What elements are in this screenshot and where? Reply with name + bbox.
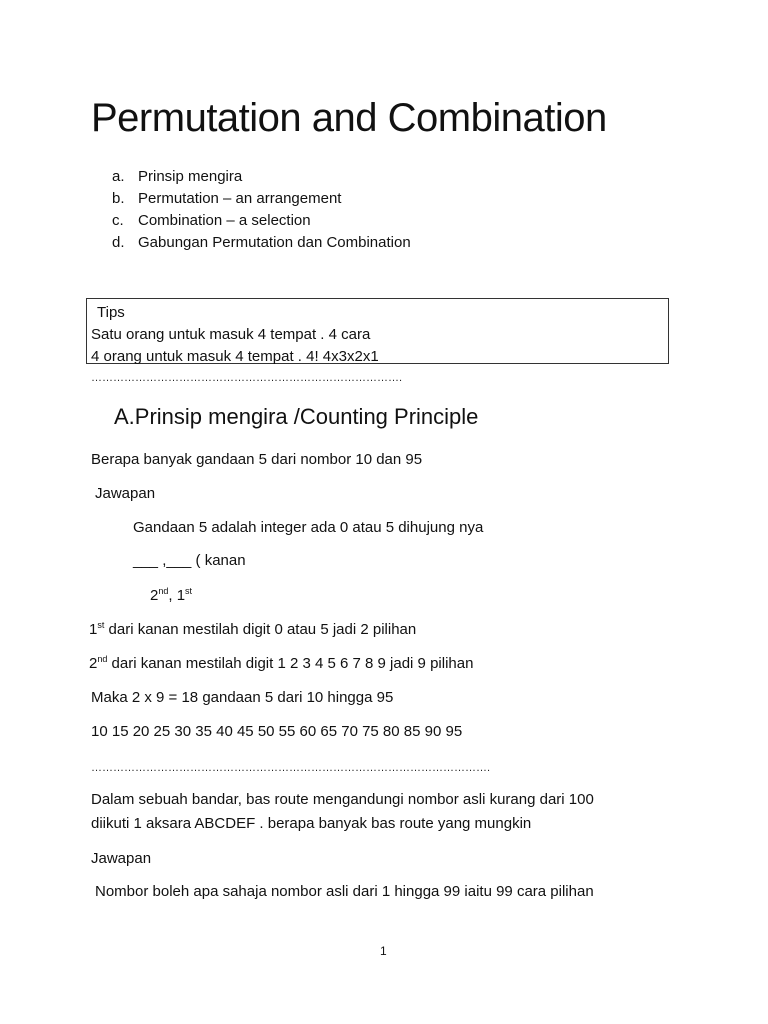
explanation-line: 1st dari kanan mestilah digit 0 atau 5 jadi 2 pilihan bbox=[89, 620, 417, 638]
tips-line: 4 orang untuk masuk 4 tempat . 4! 4x3x2x1 bbox=[91, 348, 379, 365]
page-number: 1 bbox=[380, 944, 387, 958]
list-item bbox=[112, 210, 411, 232]
list-marker: d. bbox=[112, 234, 125, 251]
section-heading: A.Prinsip mengira /Counting Principle bbox=[114, 404, 479, 429]
list-marker: b. bbox=[112, 190, 125, 207]
list-item bbox=[112, 188, 411, 210]
topic-list bbox=[112, 166, 411, 254]
explanation-line: 2nd dari kanan mestilah digit 1 2 3 4 5 6 7 8 9 jadi 9 pilihan bbox=[89, 654, 474, 672]
list-marker: c. bbox=[112, 212, 124, 229]
list-item bbox=[112, 166, 411, 188]
answer-label: Jawapan bbox=[95, 485, 156, 502]
list-text: Gabungan Permutation dan Combination bbox=[138, 234, 411, 251]
list-text: Prinsip mengira bbox=[138, 168, 243, 185]
list-text: Permutation – an arrangement bbox=[138, 190, 342, 207]
list-item bbox=[112, 232, 411, 254]
tips-line: Satu orang untuk masuk 4 tempat . 4 cara bbox=[91, 326, 371, 343]
sequence-line: 10 15 20 25 30 35 40 45 50 55 60 65 70 75 80 85 90 95 bbox=[91, 723, 463, 740]
tips-heading: Tips bbox=[97, 304, 125, 321]
question-text: Dalam sebuah bandar, bas route mengandungi nombor asli kurang dari 100 bbox=[91, 791, 594, 808]
tips-box bbox=[86, 298, 669, 364]
answer-label: Jawapan bbox=[91, 850, 152, 867]
question-text: diikuti 1 aksara ABCDEF . berapa banyak bas route yang mungkin bbox=[91, 815, 532, 832]
dotted-separator: ………………………………………………………………………………………………. bbox=[91, 762, 491, 774]
page-title: Permutation and Combination bbox=[91, 96, 607, 140]
dotted-separator: …………………………………………………………………………. bbox=[91, 372, 403, 384]
question-text: Berapa banyak gandaan 5 dari nombor 10 dan 95 bbox=[91, 451, 423, 468]
position-labels: 2nd, 1st bbox=[150, 586, 193, 604]
list-marker: a. bbox=[112, 168, 125, 185]
result-line: Maka 2 x 9 = 18 gandaan 5 dari 10 hingga 95 bbox=[91, 689, 394, 706]
answer-text: Nombor boleh apa sahaja nombor asli dari 1 hingga 99 iaitu 99 cara pilihan bbox=[95, 883, 594, 900]
blank-positions: ___ ,___ ( kanan bbox=[133, 552, 246, 569]
answer-text: Gandaan 5 adalah integer ada 0 atau 5 dihujung nya bbox=[133, 519, 484, 536]
list-text: Combination – a selection bbox=[138, 212, 311, 229]
